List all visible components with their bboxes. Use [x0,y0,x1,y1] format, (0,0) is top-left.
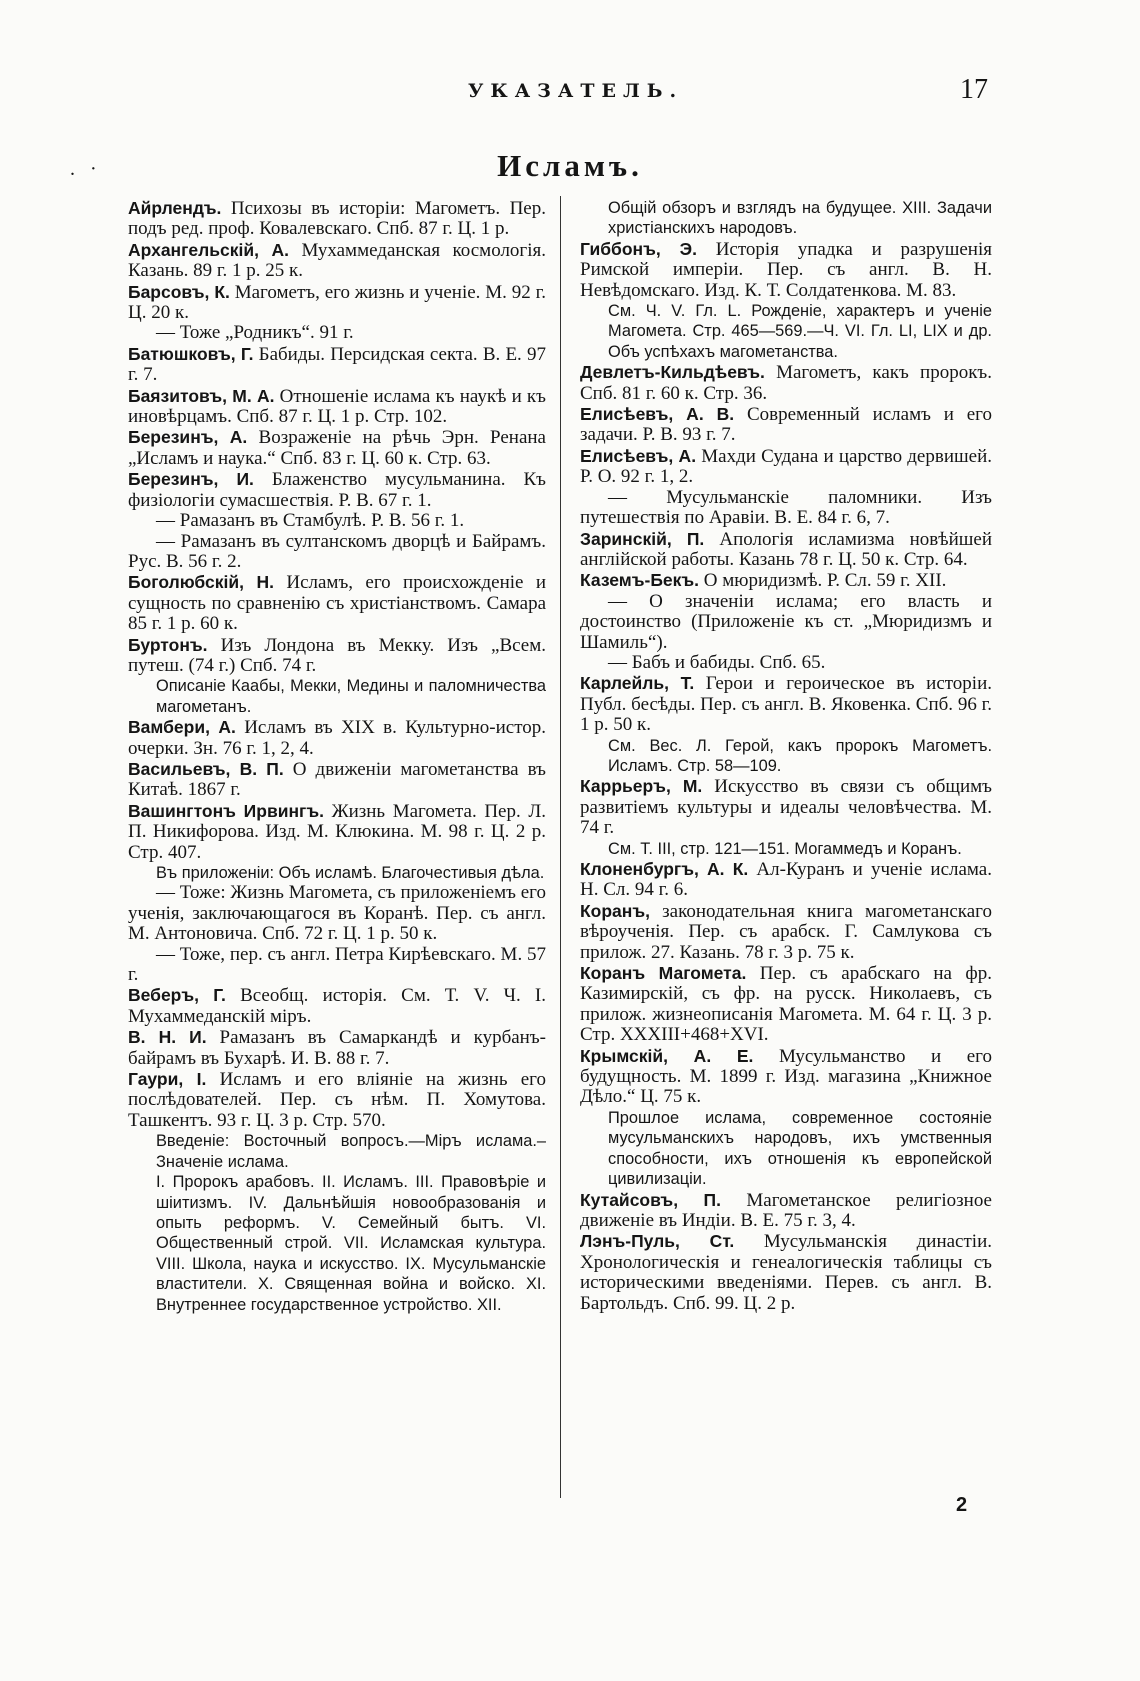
bibliography-entry [128,282,546,324]
entry-text: — О значеніи ислама; его власть и достоинство (Приложеніе къ ст. „Мюридизмъ и Шамиль“). [580,590,992,653]
bibliography-entry [128,386,546,428]
entry-text: Исторія упадка и разрушенія Римской имперіи. Пер. съ англ. В. Н. Невѣдомскаго. Изд. К. Т. Солдатенкова. М. 83. [580,238,992,301]
entry-continuation [128,511,546,531]
entry-text: — Рамазанъ въ султанскомъ дворцѣ и Байрамъ. Рус. В. 56 г. 2. [128,530,546,572]
entry-text: — Тоже: Жизнь Магомета, съ приложеніемъ его ученія, заключающагося въ Коранѣ. Пер. съ англ. М. Антоновича. Спб. 72 г. Ц. 1 р. 50 к. [128,882,546,945]
entry-author: Лэнъ-Пуль, Ст. [580,1231,735,1252]
entry-text: См. Т. III, стр. 121—151. Могаммедъ и Коранъ. [608,839,962,858]
bibliography-entry [128,469,546,511]
entry-text: Герои и героическое въ исторіи. Публ. бесѣды. Пер. съ англ. В. Яковенка. Спб. 96 г. 1 р. 50 к. [580,673,992,736]
entry-author: Гиббонъ, Э. [580,238,697,259]
column-divider [560,196,561,1498]
annotation-note [156,1131,546,1172]
entry-author: Баязитовъ, М. А. [128,385,275,406]
bibliography-entry [580,1190,992,1232]
entry-text: Магометанское религіозное движеніе въ Индіи. В. Е. 75 г. 3, 4. [580,1189,992,1231]
entry-author: Заринскій, П. [580,528,705,549]
entry-author: Васильевъ, В. П. [128,758,284,779]
entry-author: В. Н. И. [128,1027,207,1048]
bibliography-entry [580,901,992,963]
ornament: . · [70,158,102,180]
bibliography-entry [580,404,992,446]
entry-author: Батюшковъ, Г. [128,343,254,364]
bibliography-entry [128,198,546,240]
entry-text: I. Пророкъ арабовъ. II. Исламъ. III. Правовѣріе и шіитизмъ. IV. Дальнѣйшія новообразованія и опыть реформъ. V. Семейный бытъ. VI. Общественный строй. VII. Исламская культура. VIII. Школа, наука и искусство. IX. Мусульманскіе властители. X. Священная война и войско. XI. Внутреннее государственное устройство. XII. [156,1173,546,1314]
bibliography-entry [128,801,546,863]
bibliography-entry [128,344,546,386]
signature-mark: 2 [956,1494,968,1516]
entry-author: Клоненбургъ, А. К. [580,859,749,879]
entry-text: О мюридизмѣ. Р. Сл. 59 г. XII. [699,570,947,592]
bibliography-entry [128,1027,546,1069]
annotation-note [608,736,992,777]
bibliography-entry [128,427,546,469]
annotation-note [608,839,992,859]
bibliography-entry [580,529,992,571]
left-column [128,198,546,1315]
entry-text: Исламъ и его вліяніе на жизнь его послѣдователей. Пер. съ нѣм. П. Хомутова. Ташкентъ. 93 г. Ц. 3 р. Стр. 570. [128,1069,546,1131]
bibliography-entry [580,859,992,901]
entry-text: Мусульманскія династіи. Хронологическія и генеалогическія таблицы съ историческими введеніями. Перев. съ англ. В. Бартольдъ. Спб. 99. Ц. 2 р. [580,1231,992,1314]
bibliography-entry [128,240,546,282]
entry-text: Пер. съ арабскаго на фр. Казимирскій, съ фр. на русск. Николаевъ, съ прилож. жизнеописанія Магомета. М. 64 г. Ц. 3 р. Стр. XXXIII+468+XVI. [580,963,992,1046]
entry-text: — Мусульманскіе паломники. Изъ путешествія по Аравіи. В. Е. 84 г. 6, 7. [580,486,992,529]
entry-continuation [580,488,992,529]
entry-text: — Бабъ и бабиды. Спб. 65. [608,651,826,673]
bibliography-entry [580,776,992,838]
annotation-note [156,676,546,717]
entry-author: Карлейль, Т. [580,673,695,694]
entry-author: Айрлендъ. [128,198,222,218]
entry-continuation [580,592,992,653]
bibliography-entry [128,717,546,759]
entry-text: См. Ч. V. Гл. L. Рожденіе, характеръ и ученіе Магомета. Стр. 465—569.—Ч. VI. Гл. LI, LIX и др. Объ успѣхахъ магометанства. [608,302,992,361]
bibliography-entry [580,570,992,591]
entry-author: Каземъ-Бекъ. [580,570,700,591]
bibliography-entry [580,673,992,735]
annotation-note [608,1108,992,1190]
entry-text: Психозы въ исторіи: Магометъ. Пер. подъ ред. проф. Ковалевскаго. Спб. 87 г. Ц. 1 р. [128,198,546,240]
bibliography-entry [580,1046,992,1108]
bibliography-entry [580,1231,992,1314]
entry-text: Изъ Лондона въ Мекку. Изъ „Всем. путеш. (74 г.) Спб. 74 г. [128,634,546,676]
section-title: Исламъ. [497,148,643,183]
right-column [580,198,992,1314]
entry-author: Девлетъ-Кильдѣевъ. [580,362,765,383]
entry-text: Блаженство мусульманина. Къ физіологіи сумасшествія. Р. В. 67 г. 1. [128,469,546,511]
bibliography-entry [580,239,992,301]
annotation-note [156,1172,546,1315]
entry-author: Вамбери, А. [128,717,236,738]
entry-text: Отношеніе ислама къ наукѣ и къ иновѣрцамъ. Спб. 87 г. Ц. 1 р. Стр. 102. [128,385,546,428]
entry-continuation [128,532,546,573]
running-title: УКАЗАТЕЛЬ. [468,80,684,102]
entry-text: Рамазанъ въ Самаркандѣ и курбанъ-байрамъ въ Бухарѣ. И. В. 88 г. 7. [128,1027,546,1069]
entry-author: Веберъ, Г. [128,985,226,1006]
entry-text: Описаніе Каабы, Мекки, Медины и паломничества магометанъ. [156,677,546,716]
entry-text: — Тоже, пер. съ англ. Петра Кирѣевскаго. М. 57 г. [128,943,546,986]
entry-text: Апологія исламизма новѣйшей англійской работы. Казань 78 г. Ц. 50 к. Стр. 64. [580,528,992,570]
bibliography-entry [580,963,992,1046]
entry-text: Ал-Куранъ и ученіе ислама. Н. Сл. 94 г. 6. [580,859,992,901]
entry-text: законодательная книга магометанскаго вѣроученія. Пер. съ арабск. Г. Самлукова съ прилож. 27. Казань. 78 г. 3 р. 75 к. [580,900,992,963]
annotation-note [608,198,992,239]
entry-author: Гаури, І. [128,1069,207,1090]
entry-author: Барсовъ, К. [128,281,230,302]
entry-text: О движеніи магометанства въ Китаѣ. 1867 г. [128,758,546,801]
entry-author: Кутайсовъ, П. [580,1189,721,1210]
entry-text: Искусство въ связи съ общимъ развитіемъ культуры и идеалы человѣчества. М. 74 г. [580,776,993,839]
entry-continuation [128,323,546,343]
entry-continuation [128,883,546,944]
annotation-note [608,301,992,362]
entry-author: Каррьеръ, М. [580,776,703,797]
bibliography-entry [128,635,546,677]
bibliography-entry [128,1069,546,1131]
bibliography-entry [128,572,546,634]
entry-text: Исламъ въ XIX в. Культурно-истор. очерки. Зн. 76 г. 1, 2, 4. [128,717,546,759]
entry-author: Архангельскій, А. [128,239,290,260]
entry-text: См. Вес. Л. Герой, какъ пророкъ Магометъ. Исламъ. Стр. 58—109. [608,736,992,775]
entry-text: Магометъ, какъ пророкъ. Спб. 81 г. 60 к. Стр. 36. [580,362,992,404]
entry-author: Березинъ, А. [128,427,248,448]
entry-author: Коранъ Магомета. [580,963,747,984]
entry-text: Въ приложеніи: Объ исламѣ. Благочестивыя дѣла. [156,864,545,882]
page-number: 17 [960,74,988,105]
entry-text: Махди Судана и царство дервишей. Р. О. 92 г. 1, 2. [580,445,992,488]
bibliography-entry [580,446,992,488]
entry-text: Современный исламъ и его задачи. Р. В. 93 г. 7. [580,404,992,446]
entry-text: Бабиды. Персидская секта. В. Е. 97 г. 7. [128,343,546,386]
entry-author: Боголюбскій, Н. [128,572,274,593]
bibliography-entry [580,362,992,404]
entry-author: Елисѣевъ, А. [580,445,697,466]
entry-text: Всеобщ. исторія. См. Т. V. Ч. I. Мухаммеданскій міръ. [128,985,546,1027]
entry-author: Буртонъ. [128,634,208,655]
entry-text: Жизнь Магомета. Пер. Л. П. Никифорова. Изд. М. Клюкина. М. 98 г. Ц. 2 р. Стр. 407. [128,800,546,863]
entry-text: — Рамазанъ въ Стамбулѣ. Р. В. 56 г. 1. [156,510,465,532]
entry-author: Березинъ, И. [128,469,254,490]
entry-text: — Тоже „Родникъ“. 91 г. [156,322,354,344]
entry-author: Крымскій, А. Е. [580,1045,754,1066]
entry-author: Елисѣевъ, А. В. [580,404,735,425]
entry-text: Мухаммеданская космологія. Казань. 89 г. 1 р. 25 к. [128,239,546,282]
entry-text: Введеніе: Восточный вопросъ.—Міръ ислама.– Значеніе ислама. [156,1132,546,1171]
entry-text: Общій обзоръ и взглядъ на будущее. XIII. Задачи христіанскихъ народовъ. [608,199,992,238]
bibliography-entry [128,759,546,801]
entry-text: Мусульманство и его будущность. М. 1899 г. Изд. магазина „Книжное Дѣло.“ Ц. 75 к. [580,1045,992,1108]
entry-continuation [128,945,546,986]
entry-text: Исламъ, его происхожденіе и сущность по сравненію съ христіанствомъ. Самара 85 г. 1 р. 60 к. [128,572,546,635]
entry-continuation [580,653,992,673]
entry-text: Магометъ, его жизнь и ученіе. М. 92 г. Ц. 20 к. [128,281,546,324]
entry-text: Возраженіе на рѣчь Эрн. Ренана „Исламъ и наука.“ Спб. 83 г. Ц. 60 к. Стр. 63. [128,427,546,469]
entry-author: Вашингтонъ Ирвингъ. [128,800,324,821]
entry-author: Коранъ, [580,900,650,921]
entry-text: Прошлое ислама, современное состояніе мусульманскихъ народовъ, ихъ умственныя способности, ихъ отношенія къ европейской цивилизаціи. [608,1108,992,1189]
annotation-note [156,863,546,883]
bibliography-entry [128,985,546,1027]
